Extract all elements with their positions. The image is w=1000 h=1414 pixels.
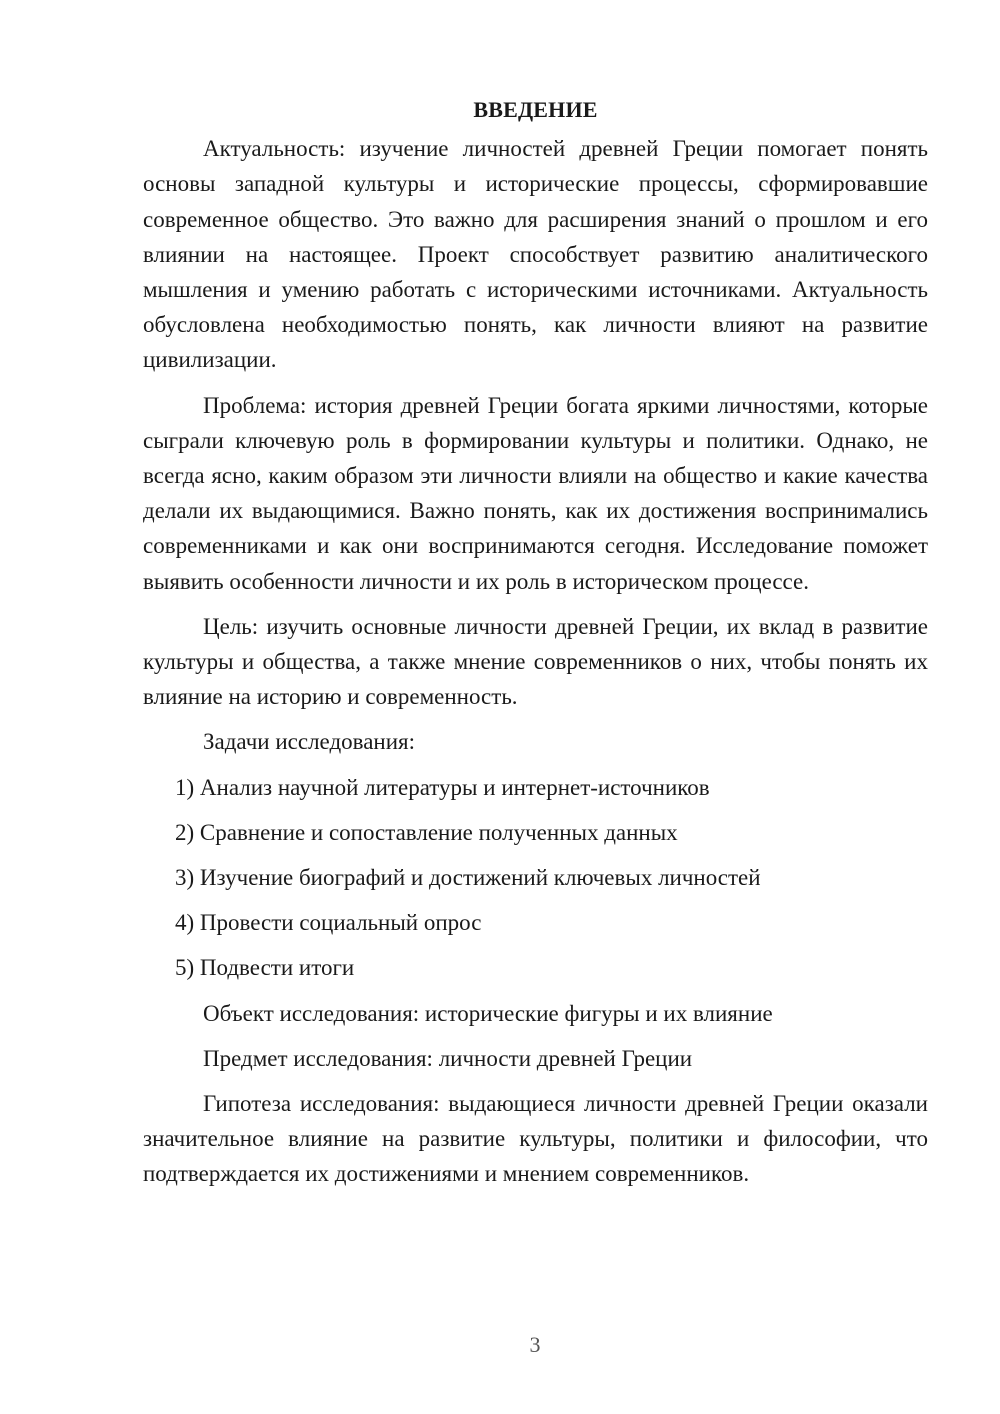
list-item: 4) Провести социальный опрос <box>175 910 482 936</box>
list-item: 2) Сравнение и сопоставление полученных данных <box>175 819 678 845</box>
tasks-list <box>143 770 928 986</box>
paragraph-relevance: Актуальность: изучение личностей древней Греции помогает понять основы западной культуры и исторические процессы, сформировавшие современное общество. Это важно для расширения знаний о прошлом и его влиянии на настоящее. Проект способствует развитию аналитического мышления и умению работать с историческими источниками. Актуальность обусловлена необходимостью понять, как личности влияют на развитие цивилизации. <box>143 136 928 373</box>
list-item: 1) Анализ научной литературы и интернет-источников <box>175 774 710 800</box>
paragraph-object: Объект исследования: исторические фигуры и их влияние <box>203 1000 773 1026</box>
page-number: 3 <box>529 1332 541 1357</box>
paragraph-hypothesis: Гипотеза исследования: выдающиеся личности древней Греции оказали значительное влияние на развитие культуры, политики и философии, что подтверждается их достижениями и мнением современников. <box>143 1091 928 1187</box>
section-title: ВВЕДЕНИЕ <box>473 97 598 122</box>
page-content <box>143 92 928 1202</box>
paragraph-problem: Проблема: история древней Греции богата яркими личностями, которые сыграли ключевую роль в формировании культуры и политики. Однако, не всегда ясно, каким образом эти личности влияли на общество и какие качества делали их выдающимися. Важно понять, как их достижения воспринимались современниками и как они воспринимаются сегодня. Исследование поможет выявить особенности личности и их роль в историческом процессе. <box>143 392 928 594</box>
list-item: 5) Подвести итоги <box>175 955 355 981</box>
paragraph-subject: Предмет исследования: личности древней Греции <box>203 1045 693 1071</box>
paragraph-goal: Цель: изучить основные личности древней Греции, их вклад в развитие культуры и общества, а также мнение современников о них, чтобы понять их влияние на историю и современность. <box>143 613 928 710</box>
tasks-heading: Задачи исследования: <box>203 729 416 755</box>
list-item: 3) Изучение биографий и достижений ключевых личностей <box>175 865 761 891</box>
